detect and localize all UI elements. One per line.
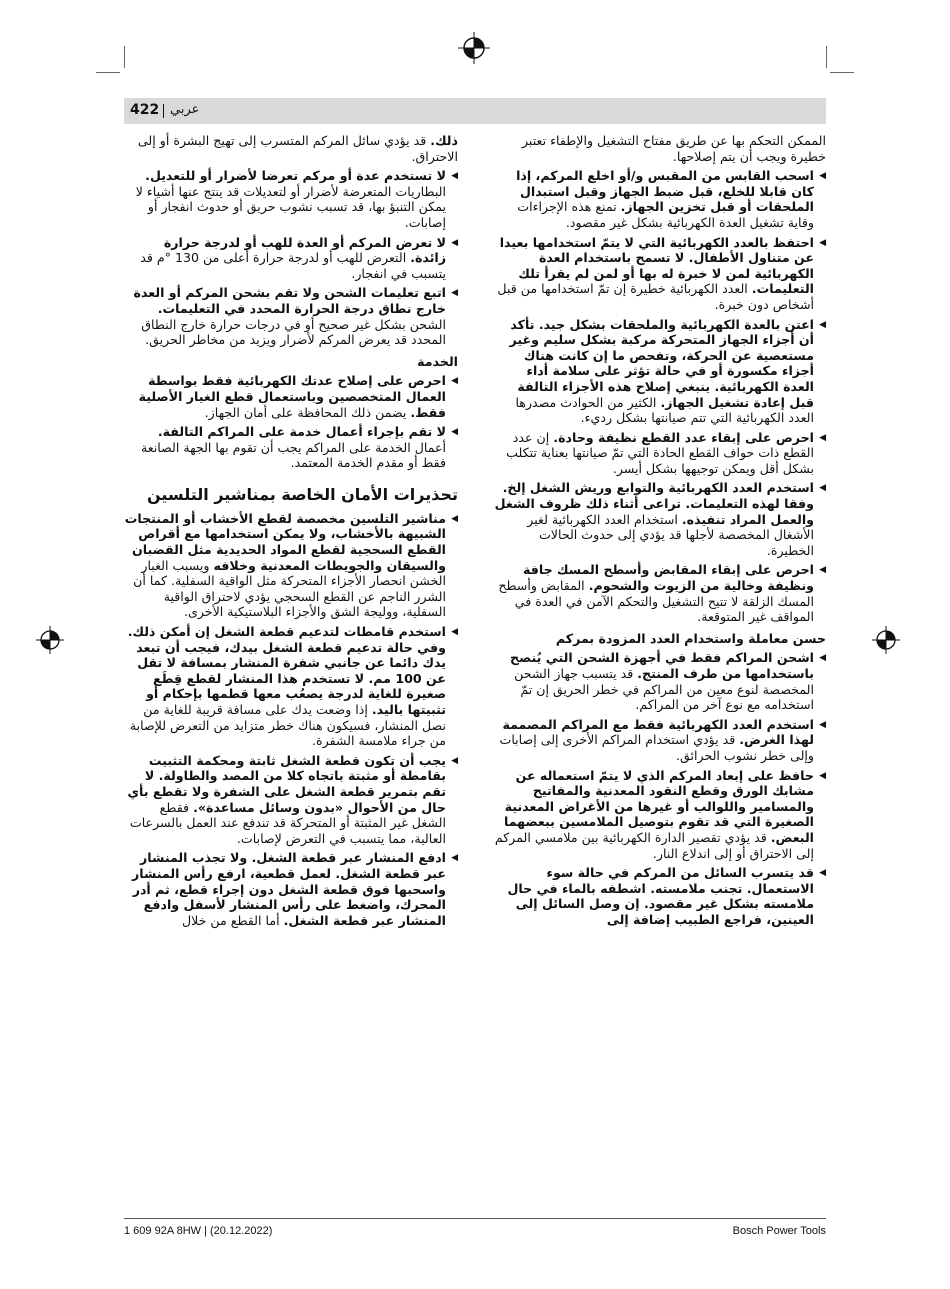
list-item: ◀ لا تستخدم عدة أو مركم تعرضا لأضرار أو للتعديل. البطاريات المتعرضة لأضرار أو لتعديلات قد ينتج عنها أشياء لا يمكن التنبؤ بها، قد تسبب نشوب حريق أو حدوث انفجار أو إصابات.: [135, 168, 458, 230]
list-item: ◀ اسحب القابس من المقبس و/أو اخلع المركم، إذا كان قابلا للخلع، قبل ضبط الجهاز وقبل استبدال الملحقات أو قبل تخزين الجهاز. تمنع هذه الإجراءات وقاية تشغيل العدة الكهربائية بشكل غير مقصود.: [516, 168, 826, 230]
list-item: ◀ اشحن المراكم فقط في أجهزة الشحن التي يُنصح باستخدامها من طرف المنتج. قد يتسبب جهاز الشحن المخصصة لنوع معين من المراكم في خطر الحريق إن تمّ استخدامه مع نوع آخر من المراكم.: [510, 650, 826, 713]
triangle-bullet-icon: ◀: [451, 627, 458, 638]
right-column: [492, 133, 826, 932]
list-item: ◀ استخدم العدد الكهربائية فقط مع المراكم المصممة لهذا الغرض. قد يؤدي استخدام المراكم الأخرى إلى إصابات وإلى خطر نشوب الحرائق.: [499, 716, 826, 763]
triangle-bullet-icon: ◀: [819, 319, 826, 330]
list-item: ◀ اعتن بالعدة الكهربائية والملحقات بشكل جيد. تأكد أن أجزاء الجهاز المتحركة مركبة بشكل سليم وغير مستعصية عن الحركة، وتفحص ما إن كانت هناك أجزاء مكسورة أو في حالة تؤثر على سلامة أداء العدة الكهربائية. ينبغي إصلاح هذه الأجزاء التالفة قبل إعادة تشغيل الجهاز. الكثير من الحوادث مصدرها العدد الكهربائية التي تتم صيانتها بشكل رديء.: [509, 316, 826, 426]
triangle-bullet-icon: ◀: [819, 483, 826, 494]
paragraph-continuation: الممكن التحكم بها عن طريق مفتاح التشغيل والإطفاء تعتبر خطيرة ويجب أن يتم إصلاحها.: [521, 133, 826, 164]
registration-mark-right-icon: [872, 626, 900, 654]
triangle-bullet-icon: ◀: [451, 427, 458, 438]
triangle-bullet-icon: ◀: [819, 432, 826, 443]
paragraph-continuation: ذلك. قد يؤدي سائل المركم المتسرب إلى تهيج البشرة أو إلى الاحتراق.: [137, 133, 458, 164]
list-item: ◀ مناشير التلسين مخصصة لقطع الأخشاب أو المنتجات الشبيهة بالأخشاب، ولا يمكن استخدامها مع أقراص القطع السحجية لقطع المواد الحديدية مثل القضبان والسيقان والجويطات المعدنية وخلافه ويسبب الغبار الخشن انحصار الأجزاء المتحركة مثل الواقية السفلية. كما أن الشرر الناجم عن القطع السحجي يؤدي لاحتراق الواقية السفلية، ووليجة الشق والأجزاء البلاستيكية الأخرى.: [124, 510, 458, 620]
list-item: ◀ لا تعرض المركم أو العدة للهب أو لدرجة حرارة زائدة. التعرض للهب أو لدرجة حرارة أعلى من 130 °م قد يتسبب في انفجار.: [140, 234, 458, 281]
triangle-bullet-icon: ◀: [819, 653, 826, 664]
triangle-bullet-icon: ◀: [451, 513, 458, 524]
page-number: 422: [130, 102, 160, 118]
triangle-bullet-icon: ◀: [819, 171, 826, 182]
crop-mark: [96, 72, 120, 73]
section-title: تحذيرات الأمان الخاصة بمناشير التلسين: [146, 484, 458, 504]
list-item: ◀ استخدم قامطات لتدعيم قطعة الشغل إن أمكن ذلك. وفي حالة تدعيم قطعة الشغل بيدك، فيجب أن تبعد يدك دائما عن جانبي شفرة المنشار بمسافة لا تقل عن 100 مم. لا تستخدم هذا المنشار لقطع قِطَع صغيرة للغاية لدرجة يصعُب معها قطمها بإحكام أو تثبيتها باليد. إذا وضعت يدك على مسافة قريبة للغاية من نصل المنشار، فسيكون هناك خطر متزايد من التعرض للإصابة من جراء ملامسة الشفرة.: [127, 624, 458, 749]
list-item: ◀ يجب أن تكون قطعة الشغل ثابتة ومحكمة التثبيت بقامطة أو مثبتة باتجاه كلا من المصد والطاولة. لا تقم بتمرير قطعة الشغل على الشفرة ولا تقطع بأي حال من الأحوال «بدون وسائل مساعدة». فقطع الشغل غير المثبتة أو المتحركة قد تندفع عند العمل بالسرعات العالية، مما يتسبب في التعرض لإصابات.: [127, 752, 458, 846]
language-label: عربي: [170, 102, 200, 117]
page-header: [124, 98, 826, 124]
list-item: ◀ لا تقم بإجراء أعمال خدمة على المراكم التالفة. أعمال الخدمة على المراكم يجب أن تقوم بها الجهة الصانعة فقط أو مقدم الخدمة المعتمد.: [140, 424, 458, 471]
header-divider: [163, 104, 164, 118]
triangle-bullet-icon: ◀: [451, 376, 458, 387]
triangle-bullet-icon: ◀: [451, 171, 458, 182]
footer-doc-id: 1 609 92A 8HW | (20.12.2022): [124, 1225, 273, 1237]
registration-mark-top-icon: [458, 32, 490, 64]
triangle-bullet-icon: ◀: [819, 719, 826, 730]
list-item: ◀ احتفظ بالعدد الكهربائية التي لا يتمّ استخدامها بعيدا عن متناول الأطفال. لا تسمح باستخدام العدة الكهربائية لمن لا خبرة له بها أو لمن لم يقرأ تلك التعليمات. العدد الكهربائية خطيرة إن تمّ استخدامها من قبل أشخاص دون خبرة.: [497, 234, 826, 312]
list-item: ◀ اتبع تعليمات الشحن ولا تقم بشحن المركم أو العدة خارج نطاق درجة الحرارة المحدد في التعليمات. الشحن بشكل غير صحيح أو في درجات حرارة خارج النطاق المحدد قد يعرض المركم لأضرار ويزيد من مخاطر الحريق.: [133, 285, 458, 348]
registration-mark-left-icon: [36, 626, 64, 654]
triangle-bullet-icon: ◀: [819, 237, 826, 248]
triangle-bullet-icon: ◀: [819, 868, 826, 879]
left-column: [124, 133, 458, 932]
subsection-heading: حسن معاملة واستخدام العدد المزودة بمركم: [555, 630, 826, 646]
crop-mark: [826, 46, 827, 68]
list-item: ◀ احرص على إبقاء المقابض وأسطح المسك جافة ونظيفة وخالية من الزيوت والشحوم. المقابض وأسطح المسك الزلقة لا تتيح التشغيل والتحكم الآمن في العدة في المواقف غير المتوقعة.: [498, 562, 826, 625]
page-footer: [124, 1218, 826, 1237]
triangle-bullet-icon: ◀: [819, 770, 826, 781]
list-item: ◀ احرص على إبقاء عدد القطع نظيفة وحادة. إن عدد القطع ذات حواف القطع الحادة التي تمّ صيانتها بعناية تتكلب بشكل أقل ويمكن توجيهها بشكل أيسر.: [506, 429, 826, 476]
crop-mark: [124, 46, 125, 68]
list-item: ◀ احرص على إصلاح عدتك الكهربائية فقط بواسطة العمال المتخصصين وباستعمال قطع الغيار الأصلية فقط. يضمن ذلك المحافظة على أمان الجهاز.: [138, 373, 458, 420]
list-item: ◀ قد يتسرب السائل من المركم في حالة سوء الاستعمال. تجنب ملامسته. اشطفه بالماء في حال ملامسته بشكل غير مقصود. إن وصل السائل إلى العينين، فراجع الطبيب إضافة إلى: [507, 865, 826, 927]
list-item: ◀ استخدم العدد الكهربائية والتوابع وريش الشغل إلخ. وفقا لهذه التعليمات. تراعى أثناء ذلك ظروف الشغل والعمل المراد تنفيذه. استخدام العدد الكهربائية لغير الأشغال المخصصة لأجلها قد يؤدي إلى حدوث الحالات الخطيرة.: [494, 480, 826, 558]
crop-mark: [830, 72, 854, 73]
triangle-bullet-icon: ◀: [451, 853, 458, 864]
service-heading: الخدمة: [417, 353, 458, 369]
list-item: ◀ حافظ على إبعاد المركم الذي لا يتمّ استعماله عن مشابك الورق وقطع النقود المعدنية والمفاتيح والمسامير واللوالب أو غيرها من الأغراض المعدنية الصغيرة التي قد تقوم بتوصيل الملامسين ببعضهما البعض. قد يؤدي تقصير الدارة الكهربائية بين ملامسي المركم إلى الاحتراق أو إلى اندلاع النار.: [494, 767, 826, 861]
triangle-bullet-icon: ◀: [451, 288, 458, 299]
triangle-bullet-icon: ◀: [451, 755, 458, 766]
list-item: ◀ ادفع المنشار عبر قطعة الشغل. ولا تجذب المنشار عبر قطعة الشغل. لعمل قطعية، ارفع رأس المنشار واسحبها فوق قطعة الشغل دون إجراء قطع، ثم أدر المحرك، واضغط على رأس المنشار لأسفل وادفع المنشار عبر قطعة الشغل. أما القطع من خلال: [131, 850, 458, 928]
triangle-bullet-icon: ◀: [819, 565, 826, 576]
triangle-bullet-icon: ◀: [451, 237, 458, 248]
footer-brand: Bosch Power Tools: [732, 1225, 826, 1237]
